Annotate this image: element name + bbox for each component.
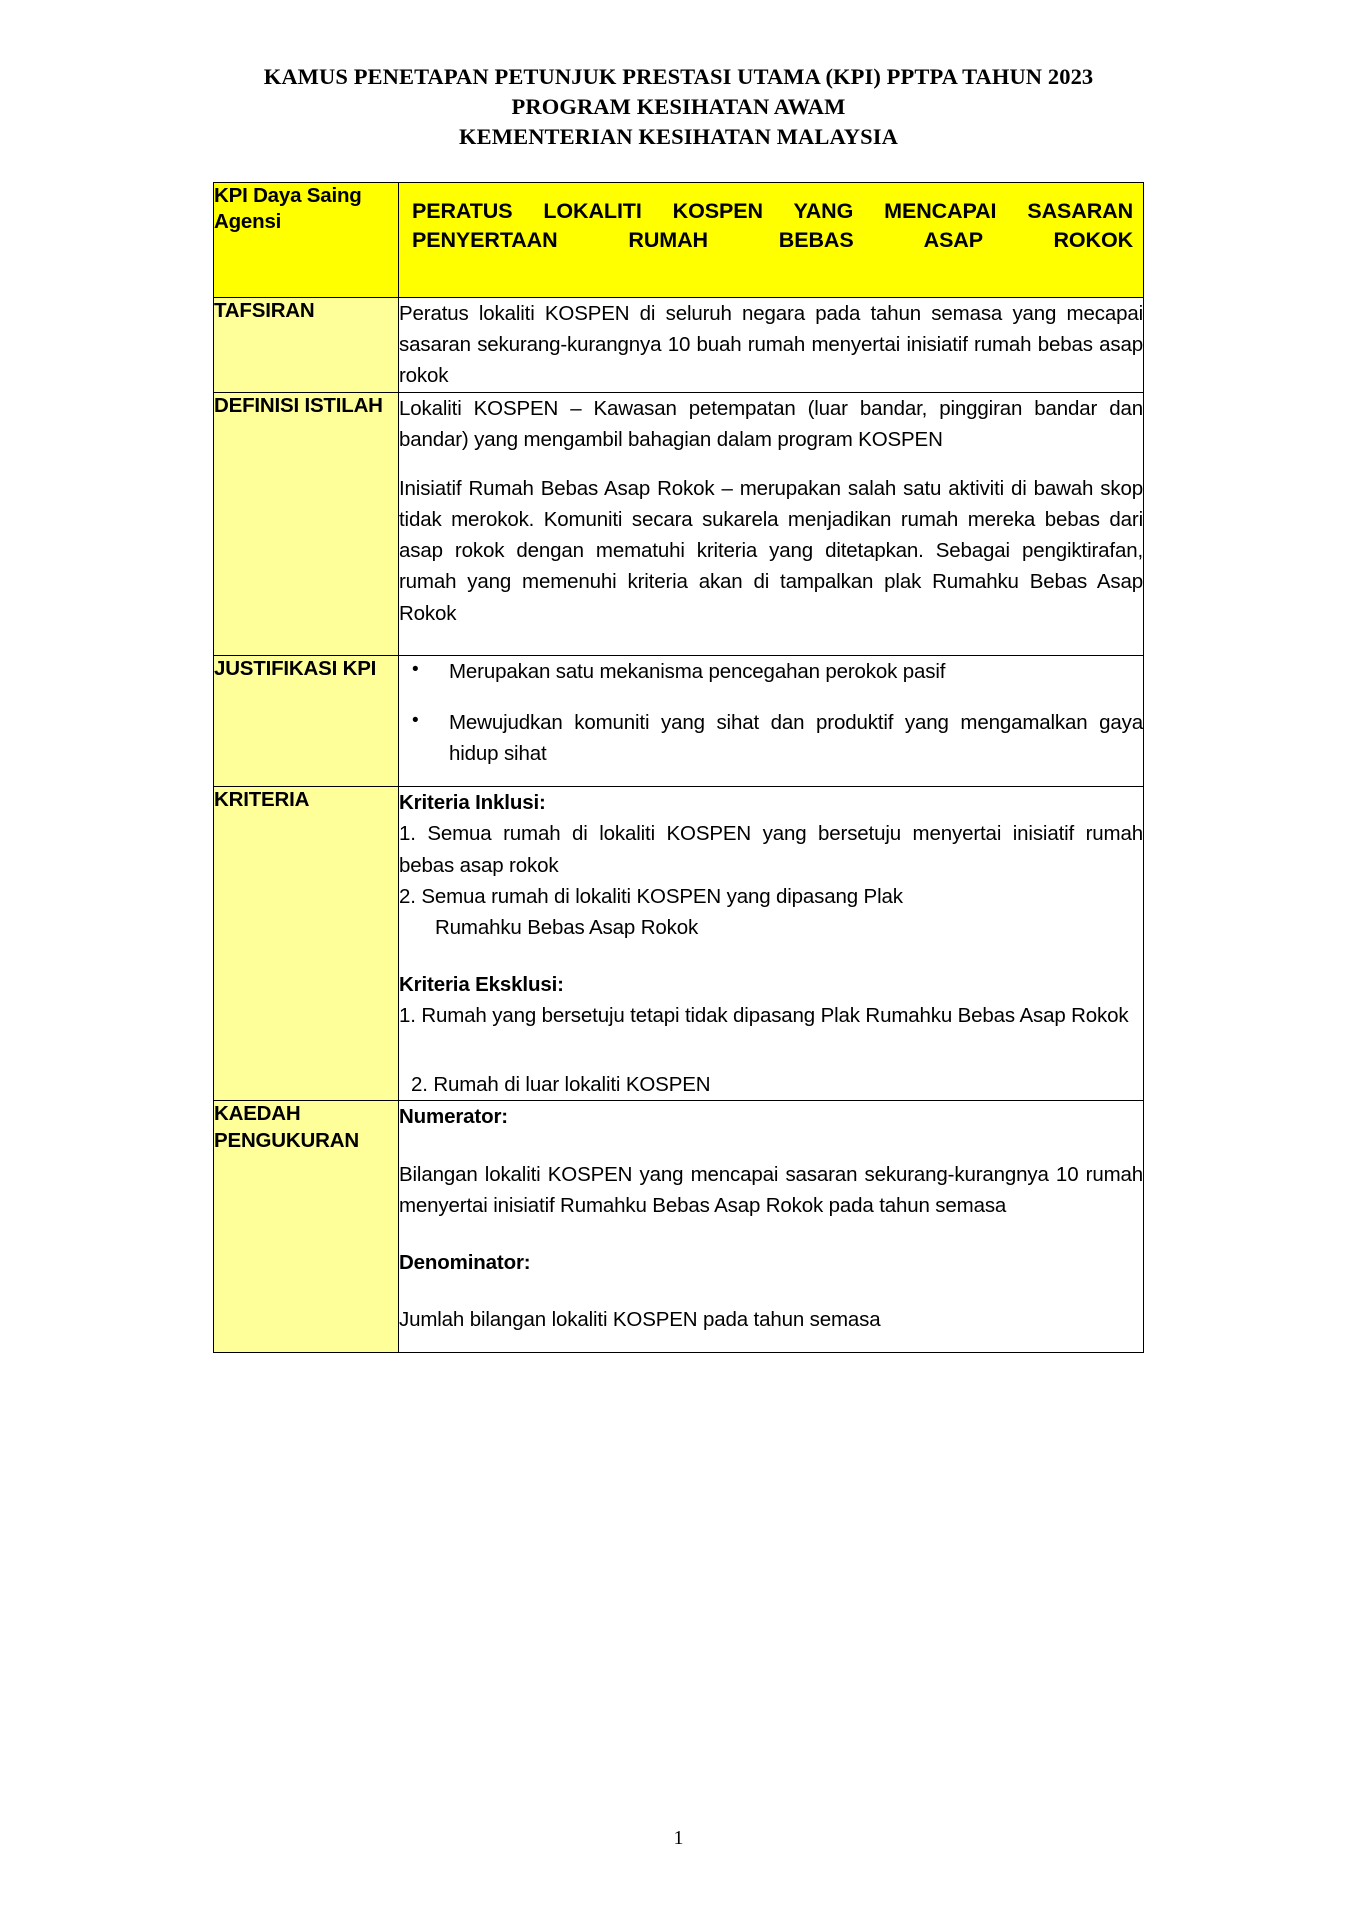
kriteria-inklusi-item-2-continuation: Rumahku Bebas Asap Rokok [435,915,699,939]
kaedah-bottom-spacer [399,1335,1143,1352]
list-item-text: Mewujudkan komuniti yang sihat dan produktif yang mengamalkan gaya hidup sihat [449,710,1143,766]
table-row-kriteria [214,787,1144,1101]
row-label-definisi-istilah [214,392,399,655]
document-heading [100,62,1257,152]
kpi-title-text: PERATUS LOKALITI KOSPEN YANG MENCAPAI SASARAN PENYERTAAN RUMAH BEBAS ASAP ROKOK [412,198,1133,252]
justifikasi-content-cell [399,655,1144,786]
numerator-text: Bilangan lokaliti KOSPEN yang mencapai sasaran sekurang-kurangnya 10 rumah menyertai inisiatif Rumahku Bebas Asap Rokok pada tahun semasa [399,1162,1143,1217]
bullet-icon: • [412,709,419,731]
row-label-text: KPI Daya Saing Agensi [214,183,362,233]
heading-line-2: PROGRAM KESIHATAN AWAM [511,93,846,119]
list-item [399,707,1143,769]
kriteria-inklusi-item-2-line1: 2. Semua rumah di lokaliti KOSPEN yang dipasang Plak [399,884,903,908]
kriteria-mid-spacer [399,943,1143,969]
heading-line-3: KEMENTERIAN KESIHATAN MALAYSIA [459,123,898,149]
definisi-paragraph-2: Inisiatif Rumah Bebas Asap Rokok – merupakan salah satu aktiviti di bawah skop tidak merokok. Komuniti secara sukarela menjadikan rumah mereka bebas dari asap rokok dengan mematuhi kriteria yang ditetapkan. Sebagai pengiktirafan, rumah yang memenuhi kriteria akan di tampalkan plak Rumahku Bebas Asap Rokok [399,476,1143,625]
kriteria-eksklusi-item-2: 2. Rumah di luar lokaliti KOSPEN [411,1073,711,1097]
denominator-spacer [399,1278,1143,1304]
kriteria-gap-spacer [399,1031,1143,1069]
denominator-text: Jumlah bilangan lokaliti KOSPEN pada tahun semasa [399,1308,881,1332]
denominator-top-spacer [399,1221,1143,1247]
row-label-text: JUSTIFIKASI KPI [214,656,377,680]
kriteria-inklusi-item-2-line2 [399,912,1143,943]
table-row-tafsiran [214,298,1144,392]
definisi-content-cell [399,392,1144,655]
kpi-definition-table [213,182,1144,1353]
row-label-justifikasi-kpi [214,655,399,786]
heading-line-1: KAMUS PENETAPAN PETUNJUK PRESTASI UTAMA (KPI) PPTPA TAHUN 2023 [263,64,1094,89]
denominator-heading: Denominator: [399,1250,531,1274]
kriteria-inklusi-heading: Kriteria Inklusi: [399,791,546,815]
row-label-text: KRITERIA [214,788,310,812]
kriteria-eksklusi-item-1: 1. Rumah yang bersetuju tetapi tidak dipasang Plak Rumahku Bebas Asap Rokok [399,1004,1129,1028]
table-row-justifikasi-kpi [214,655,1144,786]
definisi-paragraph-1: Lokaliti KOSPEN – Kawasan petempatan (luar bandar, pinggiran bandar dan bandar) yang mengambil bahagian dalam program KOSPEN [399,396,1143,451]
table-row-definisi-istilah [214,392,1144,655]
row-label-kpi-daya-saing-agensi [214,182,399,297]
row-label-text: DEFINISI ISTILAH [214,393,383,417]
bullet-icon: • [412,658,419,680]
row-label-text: TAFSIRAN [214,299,315,323]
definisi-bottom-spacer [399,629,1143,655]
kaedah-content-cell [399,1101,1144,1353]
list-item [399,656,1143,687]
justifikasi-bullet-list [399,656,1143,769]
tafsiran-paragraph: Peratus lokaliti KOSPEN di seluruh negara pada tahun semasa yang mecapai sasaran sekurang-kurangnya 10 buah rumah menyertai inisiatif rumah bebas asap rokok [399,302,1143,388]
kriteria-inklusi-item-1: 1. Semua rumah di lokaliti KOSPEN yang bersetuju menyertai inisiatif rumah bebas asap rokok [399,822,1143,877]
kriteria-content-cell [399,787,1144,1101]
page-number: 1 [673,1827,684,1849]
row-label-text: KAEDAH PENGUKURAN [214,1102,359,1152]
row-label-kaedah-pengukuran [214,1101,399,1353]
numerator-heading: Numerator: [399,1105,508,1129]
justifikasi-bottom-spacer [399,769,1143,786]
row-label-tafsiran [214,298,399,392]
table-row-kpi-header [214,182,1144,297]
numerator-spacer [399,1133,1143,1159]
kpi-title-cell [399,182,1144,297]
list-item-text: Merupakan satu mekanisma pencegahan perokok pasif [449,659,946,683]
row-label-kriteria [214,787,399,1101]
tafsiran-content-cell [399,298,1144,392]
table-row-kaedah-pengukuran [214,1101,1144,1353]
kriteria-eksklusi-heading: Kriteria Eksklusi: [399,972,564,996]
